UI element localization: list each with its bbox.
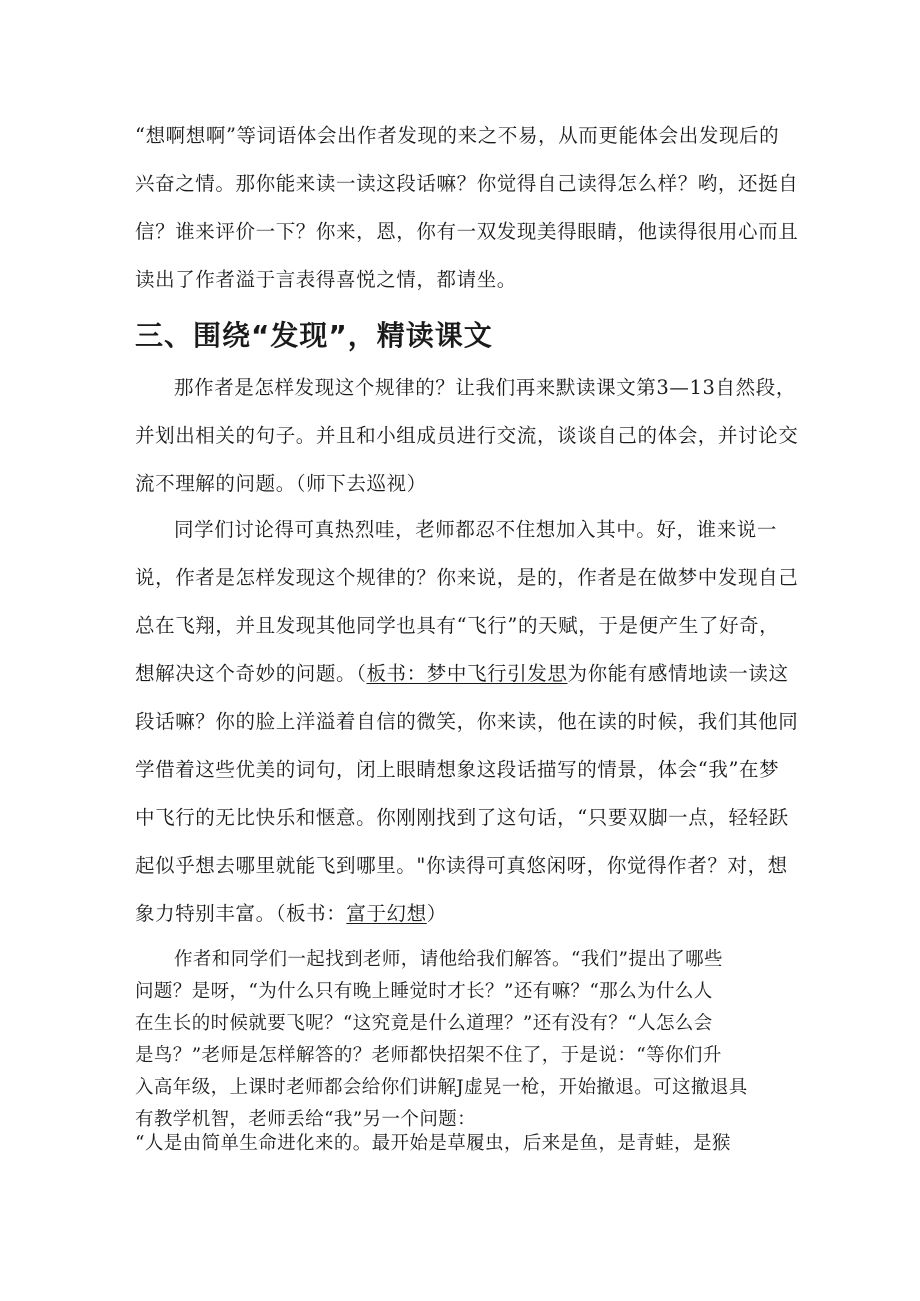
text-line: 同学们讨论得可真热烈哇，老师都忍不住想加入其中。好，谁来说一 [174,518,778,541]
text-segment: 想解决这个奇妙的问题。（ [135,662,367,685]
text-line: 段话嘛？你的脸上洋溢着自信的微笑，你来读，他在读的时候，我们其他同 [135,710,799,733]
text-line: 起似乎想去哪里就能飞到哪里。"你读得可真悠闲呀，你觉得作者？对，想 [135,854,788,877]
paragraph-instruction [135,364,799,508]
text-line: 并划出相关的句子。并且和小组成员进行交流，谈谈自己的体会，并讨论交 [135,424,799,447]
text-segment: 为你能有感情地读一读这 [567,662,789,685]
text-line: “人是由简单生命进化来的。最开始是草履虫，后来是鱼，是青蛙，是猴 [135,1133,731,1154]
text-line: 入高年级，上课时老师都会给你们讲解J虚晃一枪，开始撤退。可这撤退具 [135,1077,748,1098]
text-line: 说，作者是怎样发现这个规律的？你来说，是的，作者是在做梦中发现自己 [135,566,799,589]
text-line: 总在飞翔，并且发现其他同学也具有“飞行”的天赋，于是便产生了好奇， [135,614,780,637]
blackboard-note-underlined: 板书：梦中飞行引发思 [366,662,568,685]
text-line: 读出了作者溢于言表得喜悦之情，都请坐。 [135,268,517,291]
text-line: 信？谁来评价一下？你来，恩，你有一双发现美得眼睛，他读得很用心而且 [135,220,799,243]
text-line: 有教学机智，老师丢给“我”另一个问题： [135,1109,477,1130]
text-line: 作者和同学们一起找到老师，请他给我们解答。“我们”提出了哪些 [174,949,723,970]
text-segment: 象力特别丰富。（板书： [135,902,347,925]
text-line: 是鸟？”老师是怎样解答的？老师都快招架不住了，于是说：“等你们升 [135,1045,722,1066]
paragraph-evolution-quote [135,1128,790,1160]
text-segment: ） [426,902,447,925]
paragraph-discussion [135,506,799,938]
text-line: 在生长的时候就要飞呢？“这究竟是什么道理？”还有没有？“人怎么会 [135,1013,713,1034]
text-line: 问题？是呀，“为什么只有晚上睡觉时才长？”还有嘛？“那么为什么人 [135,981,713,1002]
paragraph-teacher-question [135,944,790,1136]
blackboard-note-underlined: 富于幻想 [346,902,427,925]
paragraph-reading-praise [135,112,799,304]
text-line: 学借着这些优美的词句，闭上眼睛想象这段话描写的情景，体会“我”在梦 [135,758,780,781]
text-line [135,650,790,698]
text-line: 中飞行的无比快乐和惬意。你刚刚找到了这句话，“只要双脚一点，轻轻跃 [135,806,789,829]
text-line: “想啊想啊”等词语体会出作者发现的来之不易，从而更能体会出发现后的 [135,124,780,147]
text-line: 流不理解的问题。（师下去巡视） [135,472,427,495]
text-line: 那作者是怎样发现这个规律的？让我们再来默读课文第3—13自然段， [174,376,796,399]
section-heading: 三、围绕“发现”，精读课文 [135,319,493,352]
text-line [135,890,790,938]
text-line: 兴奋之情。那你能来读一读这段话嘛？你觉得自己读得怎么样？哟，还挺自 [135,172,799,195]
